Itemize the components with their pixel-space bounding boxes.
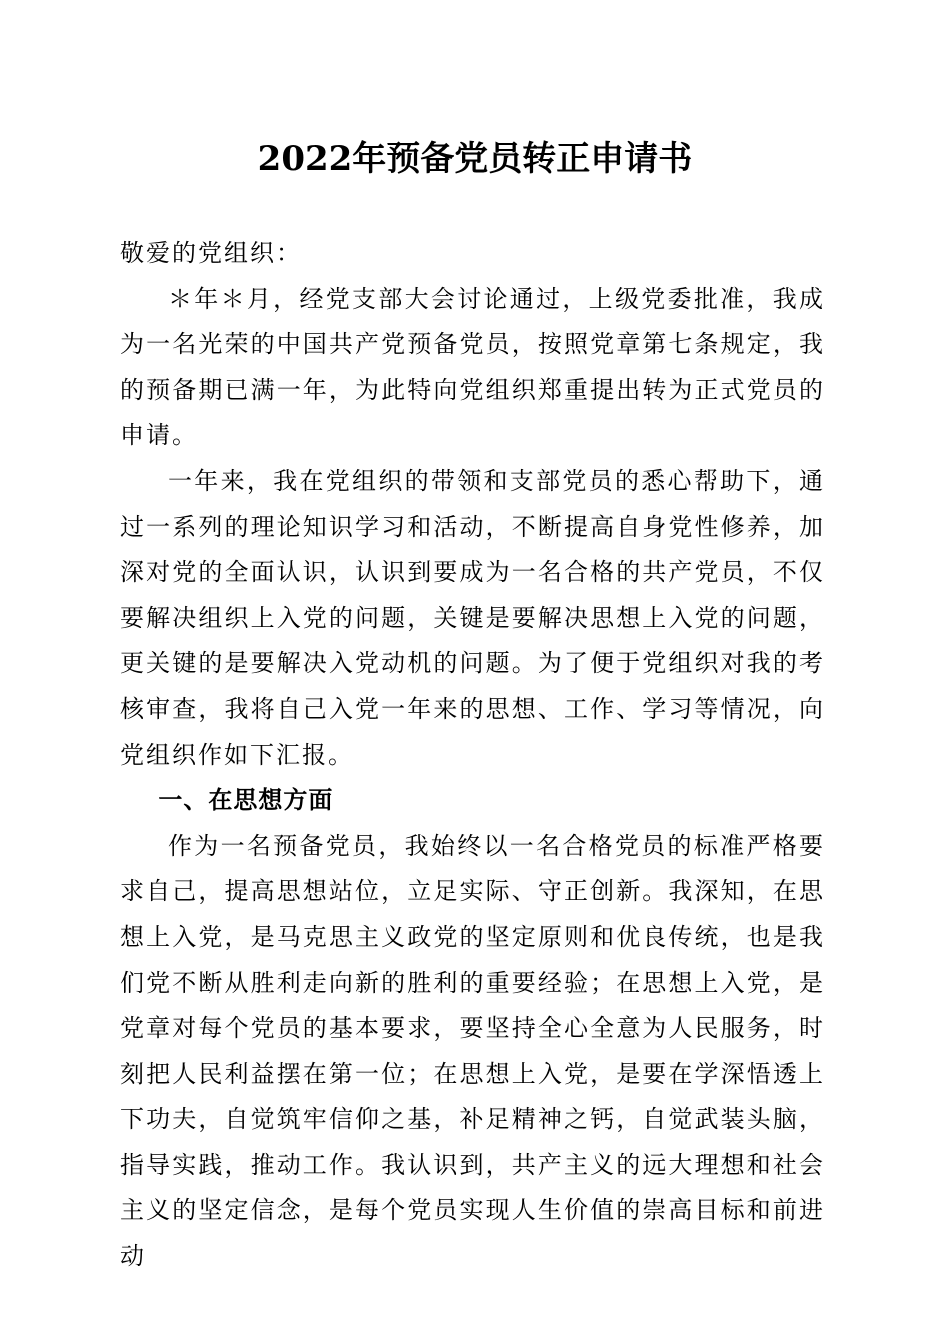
section-heading-1: 一、在思想方面 — [158, 786, 334, 815]
salutation: 敬爱的党组织： — [120, 239, 302, 267]
document-title: 2022年预备党员转正申请书 — [257, 139, 693, 179]
document-body — [120, 231, 825, 1280]
section-1-paragraph: 作为一名预备党员，我始终以一名合格党员的标准严格要求自己，提高思想站位，立足实际、守正创新。我深知，在思想上入党，是马克思主义政党的坚定原则和优良传统，也是我们党不断从胜利走向新的胜利的重要经验；在思想上入党，是党章对每个党员的基本要求，要坚持全心全意为人民服务，时刻把人民利益摆在第一位；在思想上入党，是要在学深悟透上下功夫，自觉筑牢信仰之基，补足精神之钙，自觉武装头脑，指导实践，推动工作。我认识到，共产主义的远大理想和社会主义的坚定信念，是每个党员实现人生价值的崇高目标和前进动 — [120, 831, 825, 1271]
paragraph-2: 一年来，我在党组织的带领和支部党员的悉心帮助下，通过一系列的理论知识学习和活动，不断提高自身党性修养，加深对党的全面认识，认识到要成为一名合格的共产党员，不仅要解决组织上入党的问题，关键是要解决思想上入党的问题，更关键的是要解决入党动机的问题。为了便于党组织对我的考核审查，我将自己入党一年来的思想、工作、学习等情况，向党组织作如下汇报。 — [120, 466, 825, 769]
paragraph-1: ＊年＊月，经党支部大会讨论通过，上级党委批准，我成为一名光荣的中国共产党预备党员，按照党章第七条规定，我的预备期已满一年，为此特向党组织郑重提出转为正式党员的申请。 — [120, 284, 825, 450]
